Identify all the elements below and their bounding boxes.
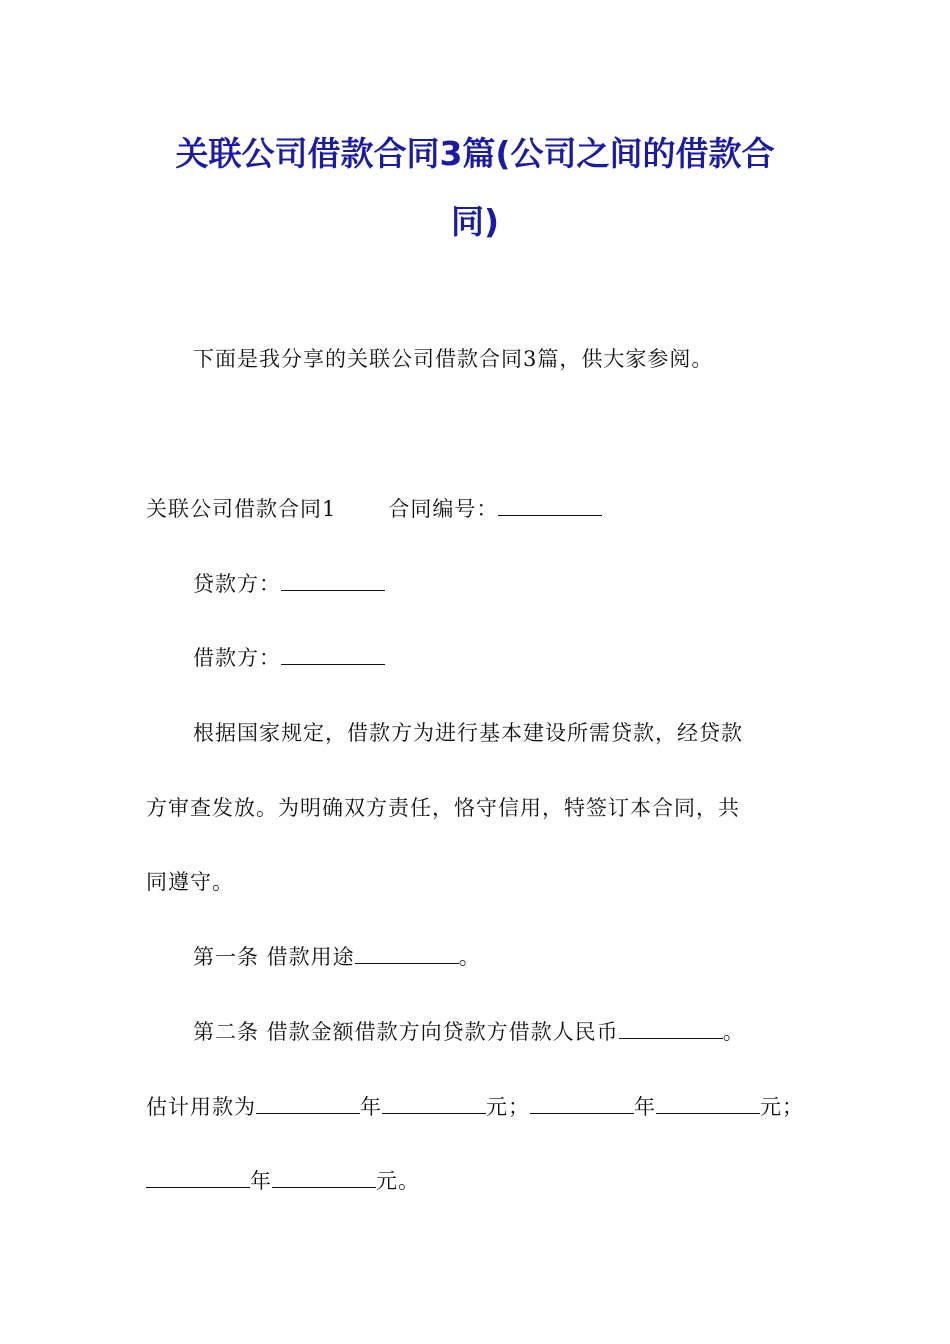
article-2-blank xyxy=(619,1020,723,1039)
semicolon-2: ； xyxy=(782,1095,804,1119)
article-1-blank xyxy=(355,945,459,964)
year-label-3: 年 xyxy=(250,1169,272,1193)
article-1-label: 第一条 借款用途 xyxy=(193,945,355,969)
yuan-label-1: 元 xyxy=(486,1095,508,1119)
article-1-period: 。 xyxy=(458,945,481,969)
article-1-row xyxy=(193,942,481,972)
yuan-label-3: 元 xyxy=(376,1169,398,1193)
estimate-amount-blank-3 xyxy=(272,1169,376,1188)
contract-number-blank xyxy=(498,497,602,516)
paragraph-1-line-3: 同遵守。 xyxy=(146,870,234,894)
document-title-line-1: 关联公司借款合同3篇(公司之间的借款合 xyxy=(175,134,775,173)
lender-blank xyxy=(281,572,385,591)
estimate-label: 估计用款为 xyxy=(146,1095,256,1119)
document-title-line-2: 同) xyxy=(450,202,500,241)
final-period: 。 xyxy=(398,1169,420,1193)
estimate-row-1 xyxy=(146,1092,804,1122)
estimate-year-blank-3 xyxy=(146,1169,250,1188)
article-2-period: 。 xyxy=(722,1020,745,1044)
borrower-label: 借款方： xyxy=(193,646,281,670)
year-label-1: 年 xyxy=(360,1095,382,1119)
borrower-row xyxy=(193,643,385,673)
intro-paragraph: 下面是我分享的关联公司借款合同3篇，供大家参阅。 xyxy=(193,347,714,371)
estimate-amount-blank-2 xyxy=(656,1095,760,1114)
year-label-2: 年 xyxy=(634,1095,656,1119)
estimate-year-blank-2 xyxy=(530,1095,634,1114)
article-2-row xyxy=(193,1017,745,1047)
lender-label: 贷款方： xyxy=(193,572,281,596)
estimate-year-blank-1 xyxy=(256,1095,360,1114)
paragraph-1-line-1: 根据国家规定，借款方为进行基本建设所需贷款，经贷款 xyxy=(193,721,743,745)
yuan-label-2: 元 xyxy=(760,1095,782,1119)
paragraph-1-line-2: 方审查发放。为明确双方责任，恪守信用，特签订本合同，共 xyxy=(146,796,740,820)
contract-number-label: 合同编号： xyxy=(388,497,499,521)
borrower-blank xyxy=(281,646,385,665)
semicolon-1: ； xyxy=(508,1095,530,1119)
lender-row xyxy=(193,569,385,599)
estimate-amount-blank-1 xyxy=(382,1095,486,1114)
contract-heading-row xyxy=(146,494,602,524)
estimate-row-2 xyxy=(146,1166,420,1196)
article-2-label: 第二条 借款金额借款方向贷款方借款人民币 xyxy=(193,1020,619,1044)
contract-heading: 关联公司借款合同1 xyxy=(146,497,337,521)
